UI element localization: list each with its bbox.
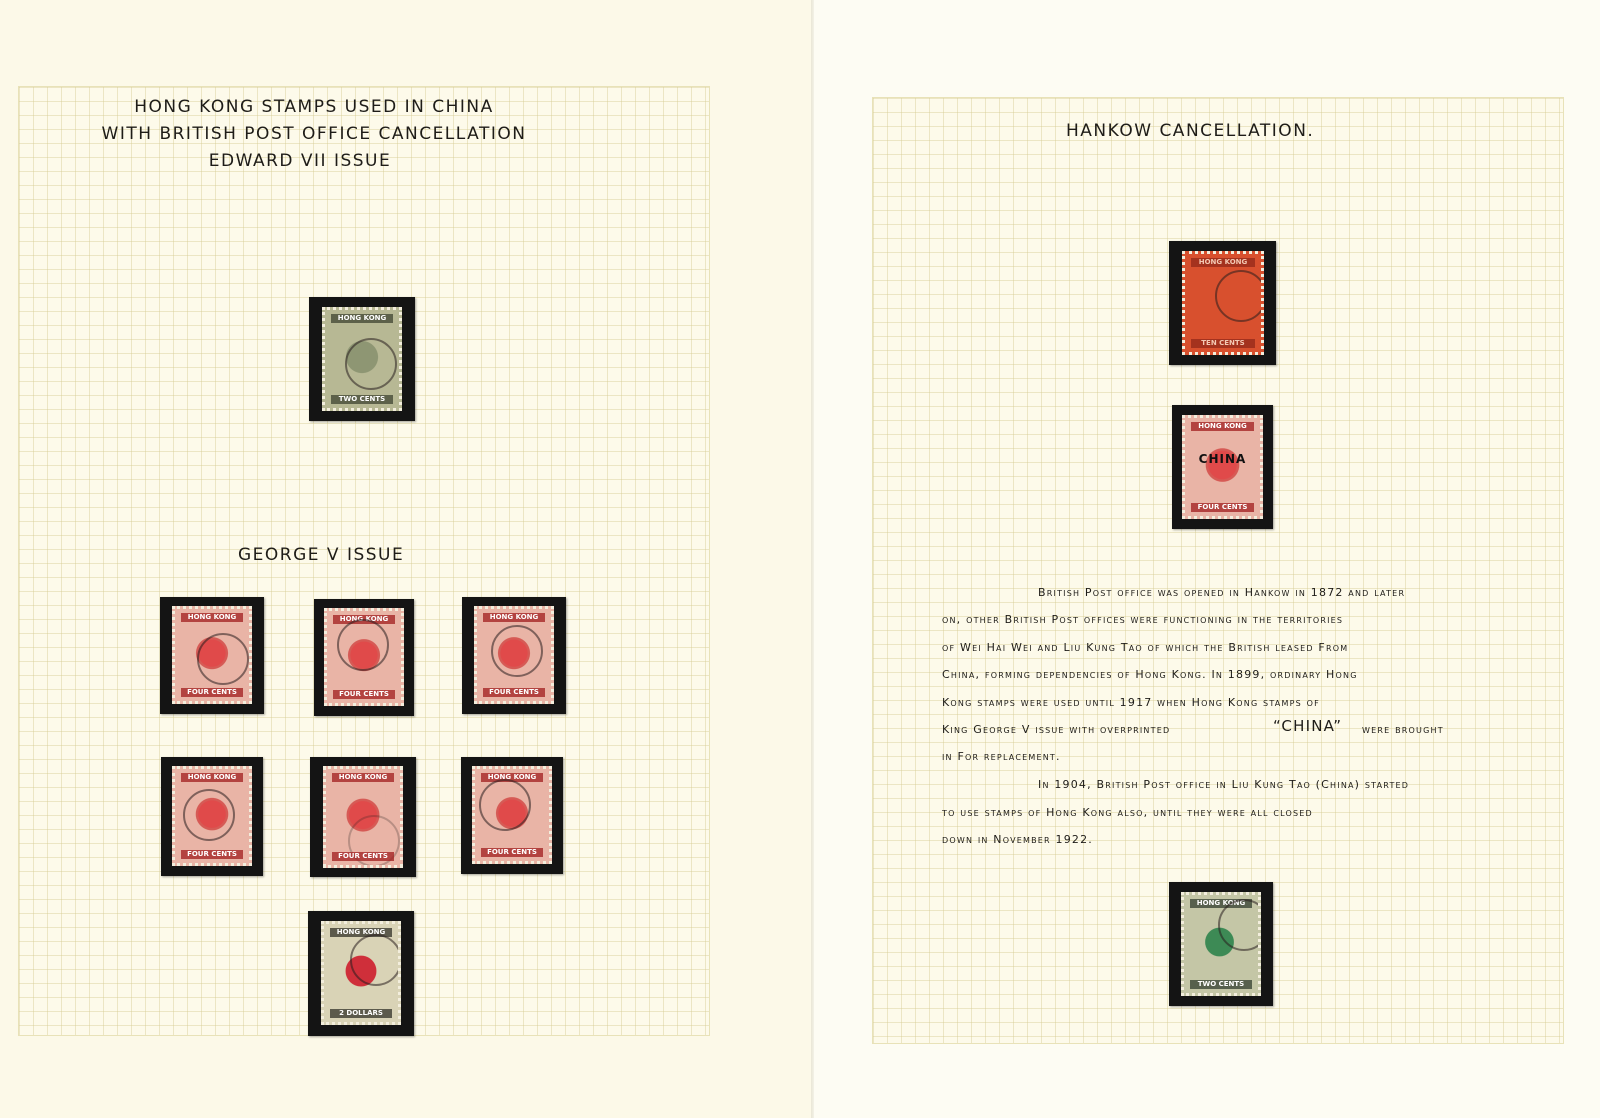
george-v-heading: GEORGE V ISSUE [238, 545, 405, 565]
paragraph-line-4: China, forming dependencies of Hong Kong. In 1899, ordinary Hong [942, 668, 1358, 681]
stamp-george-v-4c [161, 757, 263, 876]
postmark-icon [479, 779, 531, 831]
paragraph-line-5: Kong stamps were used until 1917 when Hong Kong stamps of [942, 696, 1320, 709]
postmark-icon [183, 789, 235, 841]
paragraph-line-8: In 1904, British Post office in Liu Kung Tao (China) started [1038, 778, 1410, 791]
postmark-icon [1218, 899, 1261, 951]
stamp-label-top: HONG KONG [333, 615, 395, 624]
left-title-line-2: WITH BRITISH POST OFFICE CANCELLATION [101, 124, 527, 144]
stamp-label-bottom: TWO CENTS [1190, 980, 1252, 989]
paragraph-line-7: in For replacement. [942, 750, 1061, 763]
stamp-label-top: HONG KONG [1191, 422, 1254, 431]
right-title: HANKOW CANCELLATION. [1066, 121, 1315, 141]
stamp-label-top: HONG KONG [481, 773, 543, 782]
china-overprint: CHINA [1198, 452, 1247, 466]
left-title-line-3: EDWARD VII ISSUE [208, 151, 392, 171]
postmark-icon [197, 633, 249, 685]
stamp-label-bottom: FOUR CENTS [333, 690, 395, 699]
stamp-label-bottom: FOUR CENTS [181, 688, 243, 697]
paragraph-line-6b: were brought [1362, 723, 1444, 736]
stamp-label-top: HONG KONG [1190, 899, 1252, 908]
stamp-edward-vii-2c-green [1169, 882, 1273, 1006]
stamp-label-top: HONG KONG [330, 928, 392, 937]
stamp-label-bottom: FOUR CENTS [181, 850, 243, 859]
stamp-label-bottom: TEN CENTS [1191, 339, 1255, 348]
postmark-icon [345, 338, 397, 390]
paragraph-china-quote: “CHINA” [1273, 717, 1343, 735]
stamp-george-v-4c [310, 757, 416, 877]
stamp-label-top: HONG KONG [181, 613, 243, 622]
paragraph-line-10: down in November 1922. [942, 833, 1093, 846]
stamp-label-top: HONG KONG [1191, 258, 1255, 267]
stamp-label-top: HONG KONG [332, 773, 394, 782]
stamp-george-v-2-dollars [308, 911, 414, 1036]
postmark-icon [337, 619, 389, 671]
stamp-label-bottom: FOUR CENTS [1191, 503, 1254, 512]
stamp-george-v-4c [462, 597, 566, 714]
paragraph-line-3: of Wei Hai Wei and Liu Kung Tao of which the British leased From [942, 641, 1349, 654]
paragraph-line-9: to use stamps of Hong Kong also, until they were all closed [942, 806, 1313, 819]
stamp-label-bottom: TWO CENTS [331, 395, 393, 404]
postmark-icon [491, 625, 543, 677]
stamp-label-bottom: FOUR CENTS [481, 848, 543, 857]
left-title-line-1: HONG KONG STAMPS USED IN CHINA [134, 97, 494, 117]
stamp-label-bottom: FOUR CENTS [483, 688, 545, 697]
stamp-edward-vii-2c [309, 297, 415, 421]
stamp-label-top: HONG KONG [483, 613, 545, 622]
stamp-label-bottom: 2 DOLLARS [330, 1009, 392, 1018]
postmark-icon [350, 934, 401, 986]
stamp-ten-cents-orange [1169, 241, 1276, 365]
stamp-george-v-4c [160, 597, 264, 714]
paragraph-line-1: British Post office was opened in Hankow in 1872 and later [1038, 586, 1406, 599]
paragraph-line-6: King George V issue with overprinted [942, 723, 1171, 736]
stamp-label-top: HONG KONG [181, 773, 243, 782]
paragraph-line-2: on, other British Post offices were functioning in the territories [942, 613, 1344, 626]
stamp-george-v-4c [461, 757, 563, 874]
stamp-china-overprint-4c [1172, 405, 1273, 529]
stamp-label-top: HONG KONG [331, 314, 393, 323]
stamp-label-bottom: FOUR CENTS [332, 852, 394, 861]
stamp-george-v-4c [314, 599, 414, 716]
postmark-icon [1215, 270, 1264, 322]
